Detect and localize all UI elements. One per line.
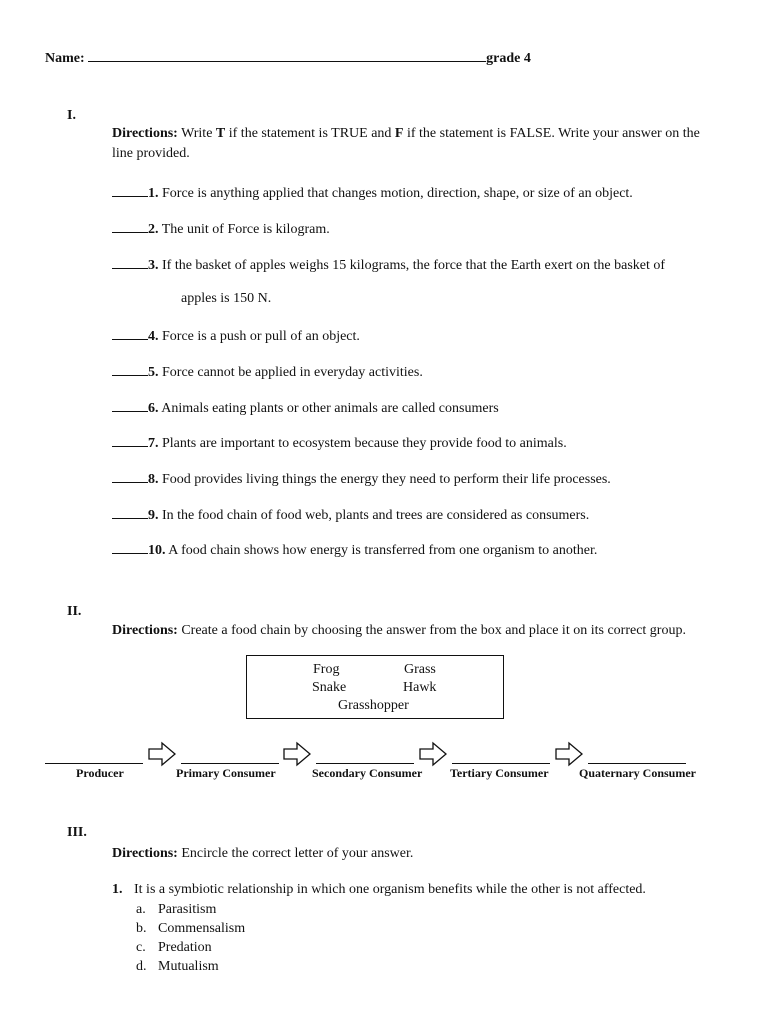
answer-line[interactable] bbox=[112, 469, 148, 483]
tf-item bbox=[112, 540, 597, 559]
option-letter: d. bbox=[136, 959, 147, 974]
label-primary-consumer: Primary Consumer bbox=[176, 766, 276, 780]
word-box bbox=[246, 655, 504, 719]
word-hawk: Hawk bbox=[403, 680, 437, 695]
item-text: Food provides living things the energy they need to perform their life processes. bbox=[162, 472, 611, 487]
answer-line[interactable] bbox=[112, 183, 148, 197]
item-number: 6. bbox=[148, 401, 159, 416]
item-text: Force cannot be applied in everyday activities. bbox=[162, 365, 423, 380]
option-letter: a. bbox=[136, 902, 146, 917]
tf-item bbox=[112, 183, 633, 202]
directions-text: Create a food chain by choosing the answer from the box and place it on its correct group. bbox=[181, 623, 686, 638]
option-d[interactable] bbox=[136, 959, 219, 975]
question-number: 1. bbox=[112, 882, 123, 897]
false-letter: F bbox=[394, 126, 404, 141]
tf-item bbox=[112, 433, 567, 452]
directions-text: Write bbox=[181, 126, 216, 141]
item-number: 7. bbox=[148, 436, 159, 451]
item-number: 5. bbox=[148, 365, 159, 380]
header bbox=[45, 47, 531, 67]
item-number: 10. bbox=[148, 543, 166, 558]
right-arrow-icon bbox=[283, 741, 311, 767]
item-number: 9. bbox=[148, 508, 159, 523]
answer-line[interactable] bbox=[112, 326, 148, 340]
option-text: Commensalism bbox=[158, 921, 246, 936]
item-number: 3. bbox=[148, 258, 159, 273]
section-1-directions bbox=[112, 124, 722, 164]
option-text: Mutualism bbox=[158, 959, 219, 974]
item-text: If the basket of apples weighs 15 kilograms, the force that the Earth exert on the basket of bbox=[162, 258, 666, 273]
item-text: Force is a push or pull of an object. bbox=[162, 329, 360, 344]
answer-line[interactable] bbox=[112, 362, 148, 376]
tf-item bbox=[112, 469, 611, 488]
tf-item bbox=[112, 505, 589, 524]
item-number: 8. bbox=[148, 472, 159, 487]
section-2-numeral: II. bbox=[67, 604, 82, 619]
item-text: Force is anything applied that changes motion, direction, shape, or size of an object. bbox=[162, 186, 633, 201]
item-number: 1. bbox=[148, 186, 159, 201]
answer-line[interactable] bbox=[112, 219, 148, 233]
answer-line[interactable] bbox=[112, 433, 148, 447]
answer-line[interactable] bbox=[112, 505, 148, 519]
producer-answer-line[interactable] bbox=[45, 763, 143, 764]
option-c[interactable] bbox=[136, 940, 212, 956]
item-text: The unit of Force is kilogram. bbox=[161, 222, 330, 237]
name-label: Name: bbox=[45, 51, 85, 66]
answer-line[interactable] bbox=[112, 540, 148, 554]
answer-line[interactable] bbox=[112, 398, 148, 412]
right-arrow-icon bbox=[555, 741, 583, 767]
mc-question bbox=[112, 882, 646, 898]
item-text: A food chain shows how energy is transferred from one organism to another. bbox=[168, 543, 598, 558]
right-arrow-icon bbox=[419, 741, 447, 767]
true-letter: T bbox=[215, 126, 226, 141]
section-2-directions bbox=[112, 621, 722, 641]
quaternary-consumer-answer-line[interactable] bbox=[588, 763, 686, 764]
item-number: 2. bbox=[148, 222, 159, 237]
directions-label: Directions: bbox=[112, 126, 178, 141]
directions-text: if the statement is TRUE and bbox=[225, 126, 395, 141]
label-quaternary-consumer: Quaternary Consumer bbox=[579, 766, 696, 780]
right-arrow-icon bbox=[148, 741, 176, 767]
name-line[interactable] bbox=[88, 47, 486, 62]
tf-item bbox=[112, 326, 360, 345]
item-number: 4. bbox=[148, 329, 159, 344]
item-text: Plants are important to ecosystem because they provide food to animals. bbox=[162, 436, 567, 451]
label-secondary-consumer: Secondary Consumer bbox=[312, 766, 423, 780]
directions-text: Encircle the correct letter of your answer. bbox=[181, 846, 414, 861]
secondary-consumer-answer-line[interactable] bbox=[316, 763, 414, 764]
label-producer: Producer bbox=[76, 766, 124, 780]
tf-item bbox=[112, 255, 665, 274]
question-text: It is a symbiotic relationship in which one organism benefits while the other is not affected. bbox=[134, 882, 646, 897]
section-1-numeral: I. bbox=[67, 108, 76, 123]
word-grasshopper: Grasshopper bbox=[338, 698, 409, 713]
word-frog: Frog bbox=[313, 662, 340, 677]
option-letter: b. bbox=[136, 921, 147, 936]
grade-label: grade 4 bbox=[486, 51, 531, 66]
tertiary-consumer-answer-line[interactable] bbox=[452, 763, 550, 764]
section-3-numeral: III. bbox=[67, 825, 87, 840]
tf-item-continuation: apples is 150 N. bbox=[181, 291, 272, 306]
label-tertiary-consumer: Tertiary Consumer bbox=[450, 766, 549, 780]
word-grass: Grass bbox=[404, 662, 436, 677]
tf-item bbox=[112, 362, 423, 381]
option-b[interactable] bbox=[136, 921, 245, 937]
directions-text: if the statement is FALSE. Write your answer on the line provided. bbox=[112, 126, 700, 161]
directions-label: Directions: bbox=[112, 846, 178, 861]
option-letter: c. bbox=[136, 940, 146, 955]
tf-item bbox=[112, 398, 499, 417]
option-text: Predation bbox=[158, 940, 212, 955]
answer-line[interactable] bbox=[112, 255, 148, 269]
word-snake: Snake bbox=[312, 680, 347, 695]
item-text: In the food chain of food web, plants and trees are considered as consumers. bbox=[162, 508, 590, 523]
option-a[interactable] bbox=[136, 902, 216, 918]
item-text: Animals eating plants or other animals are called consumers bbox=[161, 401, 499, 416]
directions-label: Directions: bbox=[112, 623, 178, 638]
primary-consumer-answer-line[interactable] bbox=[181, 763, 279, 764]
section-3-directions bbox=[112, 844, 722, 864]
option-text: Parasitism bbox=[158, 902, 217, 917]
tf-item bbox=[112, 219, 330, 238]
